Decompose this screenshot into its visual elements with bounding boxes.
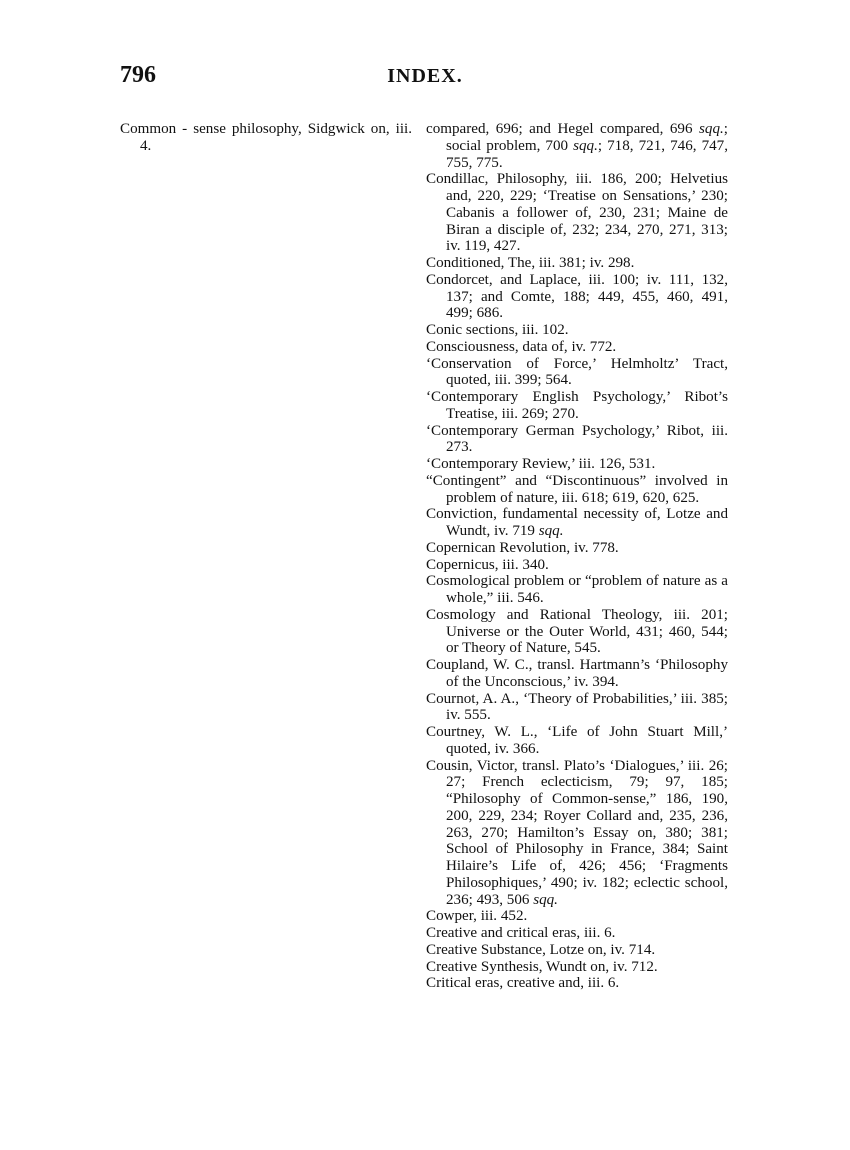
index-entry-condillac: Condillac, Philosophy, iii. 186, 200; Helvetius and, 220, 229; ‘Treatise on Sensations,’ 230; Cabanis a follower of, 230, 231; Maine de Biran a disciple of, 232; 234, 270, 271, 313; iv. 119, 427. — [426, 171, 728, 255]
index-entry-cosmological-problem: Cosmological problem or “problem of nature as a whole,” iii. 546. — [426, 573, 728, 606]
page-header — [120, 62, 730, 92]
index-entry-creative-synthesis: Creative Synthesis, Wundt on, iv. 712. — [426, 958, 658, 975]
index-entry-contingent: “Contingent” and “Discontinuous” involved in problem of nature, iii. 618; 619, 620, 625. — [426, 472, 728, 506]
index-entry-contemporary-review: ‘Contemporary Review,’ iii. 126, 531. — [426, 456, 656, 472]
index-entry-creative-substance: Creative Substance, Lotze on, iv. 714. — [426, 941, 656, 958]
index-entry-cousin: Cousin, Victor, transl. Plato’s ‘Dialogues,’ iii. 26; 27; French eclecticism, 79; 97, 185; “Philosophy of Common-sense,” 186, 190, 200, 229, 234; Royer Collard and, 235, 236, 263, 270; Hamilton’s Essay on, 380; 381; School of Philosophy in France, 384; Saint Hilaire’s Life of, 426; 456; ‘Fragments Philosophiques,’ 490; iv. 182; eclectic school, 236; 493, 506 sqq. — [426, 757, 728, 908]
index-entry-conservation-of-force: ‘Conservation of Force,’ Helmholtz’ Tract, quoted, iii. 399; 564. — [426, 355, 728, 389]
index-entry-coupland: Coupland, W. C., transl. Hartmann’s ‘Philosophy of the Unconscious,’ iv. 394. — [426, 657, 728, 690]
page-number: 796 — [120, 62, 156, 88]
index-entry-creative-critical-eras: Creative and critical eras, iii. 6. — [426, 925, 616, 941]
index-entry-contemporary-english-psychology: ‘Contemporary English Psychology,’ Ribot’s Treatise, iii. 269; 270. — [426, 389, 728, 422]
left-index-column — [120, 121, 412, 155]
index-entry-conviction: Conviction, fundamental necessity of, Lotze and Wundt, iv. 719 sqq. — [426, 506, 728, 539]
index-entry-cournot: Cournot, A. A., ‘Theory of Probabilities,’ iii. 385; iv. 555. — [426, 690, 728, 724]
index-entry-condorcet: Condorcet, and Laplace, iii. 100; iv. 111, 132, 137; and Comte, 188; 449, 455, 460, 491, 499; 686. — [426, 271, 728, 322]
index-entry-contemporary-german-psychology: ‘Contemporary German Psychology,’ Ribot, iii. 273. — [426, 422, 728, 456]
index-entry-cosmology: Cosmology and Rational Theology, iii. 201; Universe or the Outer World, 431; 460, 544; or Theory of Nature, 545. — [426, 606, 728, 657]
index-entry-courtney: Courtney, W. L., ‘Life of John Stuart Mill,’ quoted, iv. 366. — [426, 724, 728, 757]
index-entry-common-sense-philosophy: Common - sense philosophy, Sidgwick on, iii. 4. — [120, 121, 412, 154]
index-entry-conditioned: Conditioned, The, iii. 381; iv. 298. — [426, 255, 635, 271]
index-entry-critical-eras: Critical eras, creative and, iii. 6. — [426, 975, 620, 992]
index-entry-cowper: Cowper, iii. 452. — [426, 908, 528, 925]
index-entry-continuation: compared, 696; and Hegel compared, 696 sqq.; social problem, 700 sqq.; 718, 721, 746, 747, 755, 775. — [426, 121, 728, 171]
index-entry-conic-sections: Conic sections, iii. 102. — [426, 322, 569, 338]
index-entry-consciousness: Consciousness, data of, iv. 772. — [426, 338, 617, 355]
right-index-column — [426, 121, 728, 992]
running-title: INDEX. — [387, 65, 463, 87]
index-entry-copernican-revolution: Copernican Revolution, iv. 778. — [426, 539, 619, 556]
index-entry-copernicus: Copernicus, iii. 340. — [426, 556, 549, 573]
